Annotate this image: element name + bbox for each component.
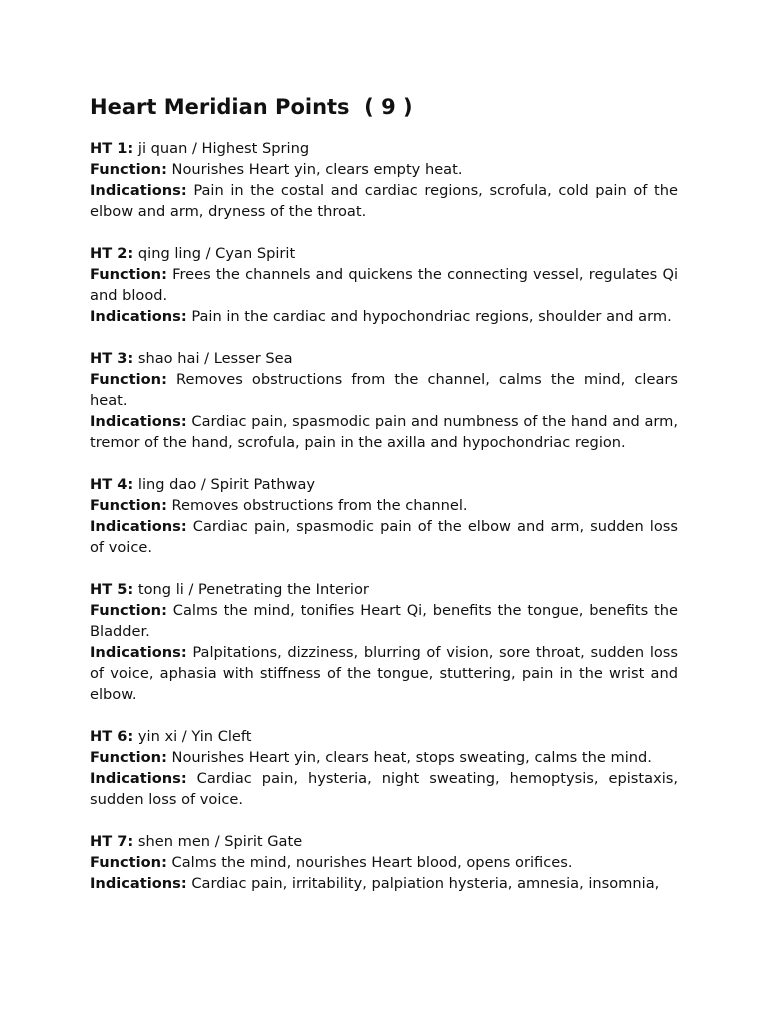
indications-line <box>90 768 678 810</box>
indications-text: Pain in the cardiac and hypochondriac regions, shoulder and arm. <box>191 308 672 325</box>
function-text: Calms the mind, nourishes Heart blood, opens orifices. <box>171 854 573 871</box>
point-code: HT 7: <box>90 833 134 850</box>
document-title: Heart Meridian Points ( 9 ) <box>90 95 413 119</box>
function-line <box>90 369 678 411</box>
indications-text: Palpitations, dizziness, blurring of vision, sore throat, sudden loss of voice, aphasia with stiffness of the tongue, stuttering, pain in the wrist and elbow. <box>90 644 679 703</box>
indications-label: Indications: <box>90 770 187 787</box>
point-heading <box>90 579 678 600</box>
function-text: Removes obstructions from the channel, calms the mind, clears heat. <box>90 371 678 409</box>
function-line <box>90 852 678 873</box>
point-code: HT 3: <box>90 350 134 367</box>
indications-text: Cardiac pain, spasmodic pain of the elbow and arm, sudden loss of voice. <box>90 518 678 556</box>
point-name: qing ling / Cyan Spirit <box>137 245 296 262</box>
function-label: Function: <box>90 602 167 619</box>
point-entry-ht7 <box>90 831 678 894</box>
point-entry-ht1 <box>90 138 678 222</box>
point-code: HT 4: <box>90 476 134 493</box>
point-heading <box>90 243 678 264</box>
function-line <box>90 600 678 642</box>
function-line <box>90 264 678 306</box>
point-entry-ht2 <box>90 243 678 327</box>
function-label: Function: <box>90 854 167 871</box>
function-text: Calms the mind, tonifies Heart Qi, benefits the tongue, benefits the Bladder. <box>90 602 678 640</box>
function-text: Nourishes Heart yin, clears heat, stops sweating, calms the mind. <box>171 749 652 766</box>
point-heading <box>90 138 678 159</box>
function-label: Function: <box>90 749 167 766</box>
function-label: Function: <box>90 161 167 178</box>
indications-label: Indications: <box>90 413 187 430</box>
indications-line <box>90 180 678 222</box>
indications-label: Indications: <box>90 308 187 325</box>
point-code: HT 5: <box>90 581 134 598</box>
indications-line <box>90 873 678 894</box>
point-heading <box>90 726 678 747</box>
point-name: tong li / Penetrating the Interior <box>137 581 369 598</box>
function-label: Function: <box>90 497 167 514</box>
indications-text: Cardiac pain, spasmodic pain and numbness of the hand and arm, tremor of the hand, scrofula, pain in the axilla and hypochondriac region. <box>90 413 679 451</box>
function-line <box>90 747 678 768</box>
indications-line <box>90 642 678 705</box>
point-code: HT 1: <box>90 140 134 157</box>
point-code: HT 2: <box>90 245 134 262</box>
indications-line <box>90 411 678 453</box>
function-text: Nourishes Heart yin, clears empty heat. <box>171 161 463 178</box>
point-name: yin xi / Yin Cleft <box>137 728 252 745</box>
function-label: Function: <box>90 266 167 283</box>
point-name: ji quan / Highest Spring <box>137 140 310 157</box>
indications-text: Cardiac pain, hysteria, night sweating, hemoptysis, epistaxis, sudden loss of voice. <box>90 770 678 808</box>
indications-label: Indications: <box>90 875 187 892</box>
point-entry-ht3 <box>90 348 678 453</box>
indications-line <box>90 516 678 558</box>
point-code: HT 6: <box>90 728 134 745</box>
point-entry-ht4 <box>90 474 678 558</box>
indications-text: Pain in the costal and cardiac regions, scrofula, cold pain of the elbow and arm, dryness of the throat. <box>90 182 678 220</box>
function-line <box>90 495 678 516</box>
point-heading <box>90 348 678 369</box>
function-text: Removes obstructions from the channel. <box>171 497 468 514</box>
function-line <box>90 159 678 180</box>
indications-line <box>90 306 678 327</box>
point-heading <box>90 474 678 495</box>
indications-label: Indications: <box>90 644 187 661</box>
point-heading <box>90 831 678 852</box>
point-entry-ht6 <box>90 726 678 810</box>
point-name: ling dao / Spirit Pathway <box>137 476 316 493</box>
point-entry-ht5 <box>90 579 678 705</box>
function-label: Function: <box>90 371 167 388</box>
point-name: shen men / Spirit Gate <box>137 833 303 850</box>
indications-label: Indications: <box>90 518 187 535</box>
function-text: Frees the channels and quickens the connecting vessel, regulates Qi and blood. <box>90 266 679 304</box>
indications-label: Indications: <box>90 182 187 199</box>
document-page <box>90 92 678 915</box>
point-name: shao hai / Lesser Sea <box>137 350 293 367</box>
indications-text: Cardiac pain, irritability, palpiation hysteria, amnesia, insomnia, <box>191 875 660 892</box>
